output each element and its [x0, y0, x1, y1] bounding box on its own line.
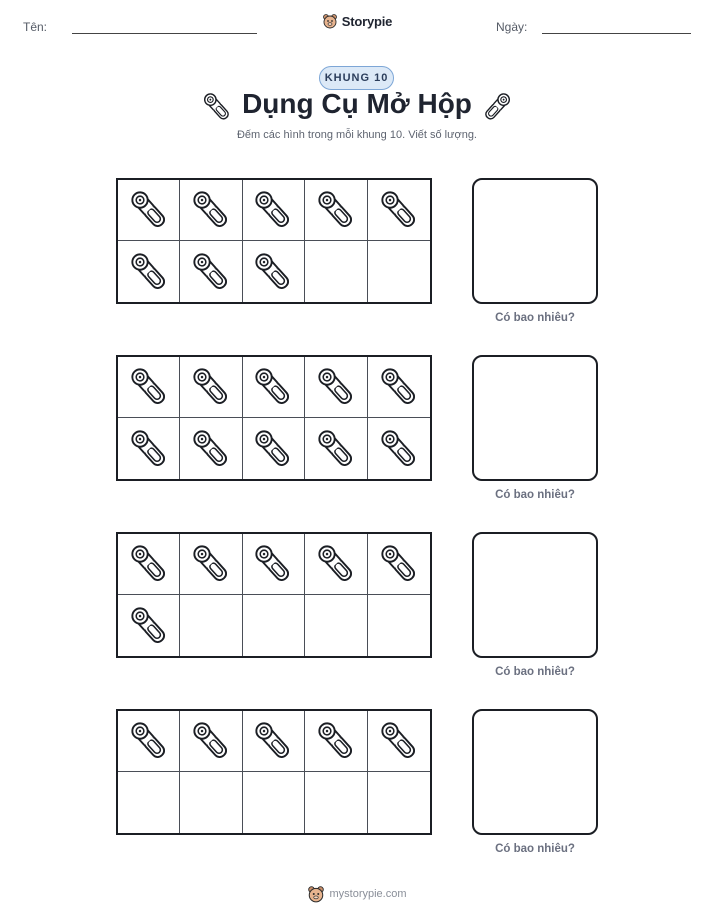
box-cutter-icon: [313, 364, 359, 410]
box-cutter-icon: [313, 718, 359, 764]
box-cutter-icon: [250, 541, 296, 587]
ten-frame-cell: [180, 241, 242, 302]
ten-frame-2: [116, 355, 432, 481]
ten-frame-cell: [243, 418, 305, 479]
ten-frame-cell: [180, 418, 242, 479]
ten-frame-cell: [305, 241, 367, 302]
date-label: Ngày:: [496, 20, 528, 34]
box-cutter-icon: [188, 541, 234, 587]
box-cutter-icon: [188, 426, 234, 472]
ten-frame-cell: [243, 180, 305, 241]
ten-frame-cell: [118, 772, 180, 833]
ten-frame-cell: [118, 241, 180, 302]
answer-box-2[interactable]: [472, 355, 598, 481]
ten-frame-cell: [180, 711, 242, 772]
ten-frame-3: [116, 532, 432, 658]
box-cutter-icon: [188, 718, 234, 764]
instructions: Đếm các hình trong mỗi khung 10. Viết số lượng.: [236, 129, 477, 141]
ten-frame-cell: [118, 595, 180, 656]
footer: [0, 885, 714, 903]
ten-frame-cell: [368, 595, 430, 656]
name-write-line[interactable]: [72, 33, 257, 34]
box-cutter-icon: [376, 718, 422, 764]
box-cutter-icon: [480, 90, 514, 124]
ten-frame-cell: [305, 534, 367, 595]
box-cutter-icon: [126, 249, 172, 295]
box-cutter-icon: [188, 364, 234, 410]
answer-box-3[interactable]: [472, 532, 598, 658]
box-cutter-icon: [376, 364, 422, 410]
box-cutter-icon: [313, 541, 359, 587]
box-cutter-icon: [250, 364, 296, 410]
box-cutter-icon: [313, 187, 359, 233]
ten-frame-cell: [243, 711, 305, 772]
brand-name: Storypie: [341, 13, 393, 29]
box-cutter-icon: [250, 187, 296, 233]
box-cutter-icon: [126, 541, 172, 587]
answer-question-1: Có bao nhiêu?: [495, 312, 575, 324]
box-cutter-icon: [126, 603, 172, 649]
ten-frame-cell: [305, 180, 367, 241]
ten-frame-cell: [180, 772, 242, 833]
ten-frame-cell: [305, 595, 367, 656]
ten-frame-cell: [243, 241, 305, 302]
answer-question-4: Có bao nhiêu?: [495, 843, 575, 855]
storypie-logo-icon: [307, 885, 325, 903]
ten-frame-cell: [118, 357, 180, 418]
ten-frame-cell: [180, 180, 242, 241]
ten-frame-cell: [368, 711, 430, 772]
ten-frame-cell: [368, 772, 430, 833]
answer-question-2: Có bao nhiêu?: [495, 489, 575, 501]
storypie-logo-icon: [322, 13, 338, 29]
box-cutter-icon: [376, 187, 422, 233]
ten-frame-cell: [118, 418, 180, 479]
ten-frame-cell: [368, 534, 430, 595]
ten-frame-cell: [368, 418, 430, 479]
ten-frame-cell: [368, 357, 430, 418]
box-cutter-icon: [126, 718, 172, 764]
ten-frame-cell: [243, 595, 305, 656]
box-cutter-icon: [376, 541, 422, 587]
box-cutter-icon: [250, 718, 296, 764]
ten-frame-cell: [368, 241, 430, 302]
ten-frame-cell: [243, 357, 305, 418]
box-cutter-icon: [188, 249, 234, 295]
box-cutter-icon: [188, 187, 234, 233]
ten-frame-cell: [305, 357, 367, 418]
brand: [0, 13, 714, 29]
ten-frame-cell: [243, 772, 305, 833]
ten-frame-cell: [305, 711, 367, 772]
footer-url: mystorypie.com: [329, 888, 407, 900]
ten-frame-cell: [118, 180, 180, 241]
box-cutter-icon: [126, 187, 172, 233]
box-cutter-icon: [313, 426, 359, 472]
ten-frame-cell: [180, 595, 242, 656]
ten-frame-cell: [180, 534, 242, 595]
ten-frame-cell: [243, 534, 305, 595]
ten-frame-4: [116, 709, 432, 835]
ten-frame-1: [116, 178, 432, 304]
ten-frame-cell: [368, 180, 430, 241]
box-cutter-icon: [376, 426, 422, 472]
box-cutter-icon: [250, 249, 296, 295]
ten-frame-cell: [118, 534, 180, 595]
answer-box-4[interactable]: [472, 709, 598, 835]
name-label: Tên:: [23, 20, 48, 34]
page-title: Dụng Cụ Mở Hộp: [242, 88, 472, 119]
worksheet-badge: KHUNG 10: [319, 66, 394, 90]
box-cutter-icon: [250, 426, 296, 472]
answer-question-3: Có bao nhiêu?: [495, 666, 575, 678]
answer-box-1[interactable]: [472, 178, 598, 304]
ten-frame-cell: [305, 418, 367, 479]
ten-frame-cell: [180, 357, 242, 418]
box-cutter-icon: [126, 426, 172, 472]
date-write-line[interactable]: [542, 33, 691, 34]
ten-frame-cell: [118, 711, 180, 772]
box-cutter-icon: [126, 364, 172, 410]
ten-frame-cell: [305, 772, 367, 833]
